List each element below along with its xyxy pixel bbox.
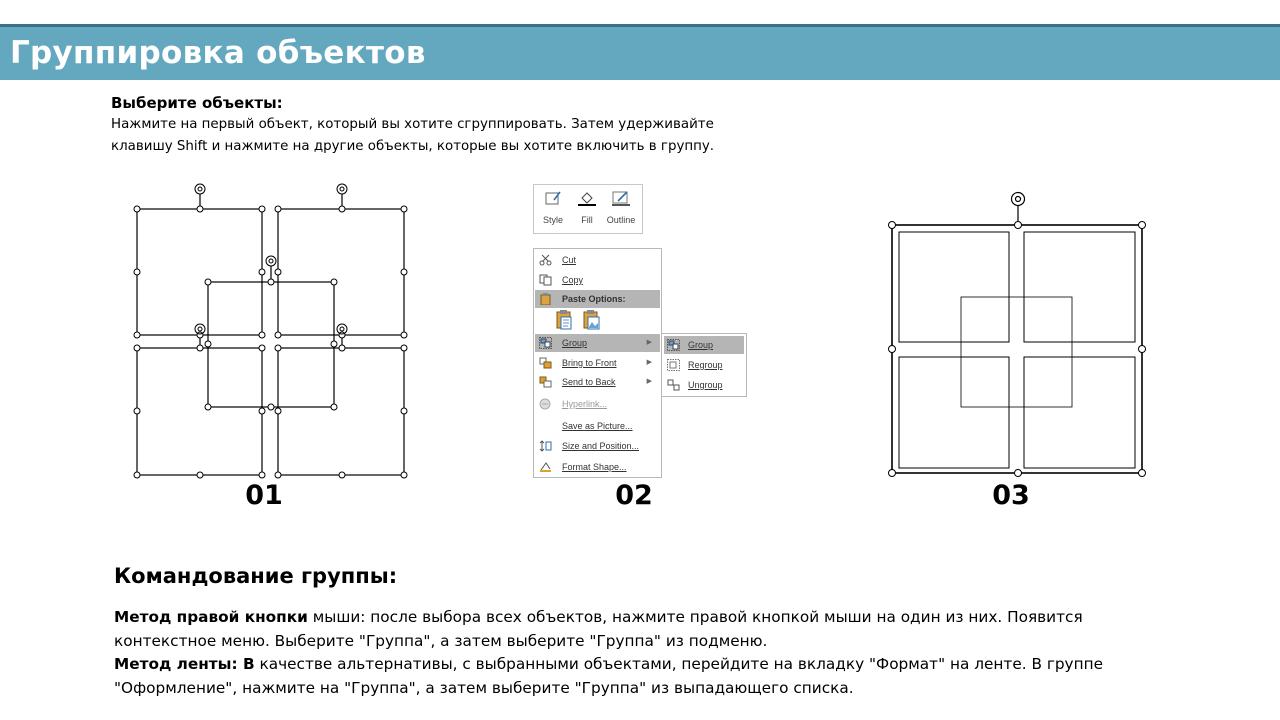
- submenu-label: Group: [688, 340, 714, 350]
- group-icon: [539, 337, 552, 349]
- style-icon: [544, 190, 562, 206]
- scissors-icon: [539, 254, 552, 266]
- menu-item-save-as-picture[interactable]: [535, 417, 660, 435]
- menu-label: Cut: [562, 255, 577, 265]
- menu-label: Hyperlink...: [562, 399, 608, 409]
- selected-rect-center[interactable]: [208, 282, 334, 407]
- context-menu: [533, 248, 662, 478]
- ribbon-method: [114, 653, 1114, 700]
- step-label-03: 03: [992, 480, 1030, 511]
- selected-rect-tr[interactable]: [278, 209, 404, 335]
- copy-icon: [539, 274, 552, 286]
- mini-toolbar: [533, 184, 643, 234]
- figure-03-group[interactable]: [892, 206, 1142, 473]
- intro-heading: Выберите объекты:: [111, 94, 283, 112]
- fill-label: Fill: [581, 215, 593, 225]
- paste-picture-icon: [584, 310, 599, 329]
- step-label-02: 02: [615, 480, 653, 511]
- ribbon-method-title: Метод ленты: В: [114, 655, 255, 673]
- intro-text: Нажмите на первый объект, который вы хотите сгруппировать. Затем удерживайте клавишу Shift и нажмите на другие объекты, которые вы хотите включить в группу.: [111, 117, 715, 154]
- style-button[interactable]: [536, 185, 570, 233]
- regroup-icon: [667, 359, 680, 371]
- menu-label: Group: [562, 338, 588, 348]
- submenu-item-group[interactable]: [664, 336, 744, 354]
- menu-label: Bring to Front: [562, 358, 617, 368]
- submenu-arrow-icon: ▶: [646, 378, 652, 385]
- right-click-method: [114, 606, 1114, 653]
- outline-pen-icon: [612, 190, 630, 206]
- menu-item-format-shape[interactable]: [535, 458, 660, 476]
- group-rotate-icon[interactable]: [1012, 193, 1025, 206]
- hyperlink-icon: [539, 398, 552, 410]
- right-click-method-title: Метод правой кнопки: [114, 608, 308, 626]
- right-click-method-text: мыши: после выбора всех объектов, нажмите правой кнопкой мыши на один из них. Появится контекстное меню. Выберите "Группа", а затем выберите "Группа" из подменю.: [114, 608, 1083, 650]
- outline-button[interactable]: [604, 185, 638, 233]
- send-back-icon: [539, 376, 552, 388]
- ungroup-icon: [667, 379, 680, 391]
- selected-rect-br[interactable]: [278, 348, 404, 475]
- figure-01-shapes: [137, 209, 404, 475]
- menu-item-send-to-back[interactable]: [535, 373, 660, 391]
- methods-block: [114, 606, 1114, 700]
- submenu-label: Regroup: [688, 360, 723, 370]
- menu-item-bring-to-front[interactable]: [535, 354, 660, 372]
- size-position-icon: [539, 440, 552, 452]
- style-label: Style: [542, 215, 563, 225]
- menu-label: Copy: [562, 275, 584, 285]
- selected-rect-bl[interactable]: [137, 348, 262, 475]
- format-shape-icon: [539, 461, 552, 473]
- menu-item-cut[interactable]: [535, 251, 660, 269]
- submenu-label: Ungroup: [688, 380, 723, 390]
- menu-label: Send to Back: [562, 377, 616, 387]
- paste-keep-formatting-icon: [557, 310, 571, 329]
- fill-bucket-icon: [578, 190, 596, 206]
- menu-item-group[interactable]: [535, 334, 660, 352]
- selected-rect-tl[interactable]: [137, 209, 262, 335]
- bring-front-icon: [539, 357, 552, 369]
- submenu-item-ungroup[interactable]: [664, 376, 744, 394]
- ribbon-method-text: качестве альтернативы, с выбранными объектами, перейдите на вкладку "Формат" на ленте. В группе "Оформление", нажмите на "Группа", а затем выберите "Группа" из выпадающего списка.: [114, 655, 1104, 697]
- menu-item-copy[interactable]: [535, 271, 660, 289]
- submenu-arrow-icon: ▶: [646, 339, 652, 346]
- clipboard-icon: [539, 293, 552, 305]
- submenu-item-regroup[interactable]: [664, 356, 744, 374]
- selection-handles[interactable]: [134, 206, 407, 478]
- menu-label: Paste Options:: [562, 294, 626, 304]
- menu-item-hyperlink: [535, 395, 660, 413]
- submenu-arrow-icon: ▶: [646, 359, 652, 366]
- menu-label: Size and Position...: [562, 441, 640, 451]
- group-submenu: [661, 333, 747, 397]
- menu-item-size-and-position[interactable]: [535, 437, 660, 455]
- rotate-handle-icon[interactable]: [195, 184, 347, 334]
- slide-title: Группировка объектов: [10, 35, 426, 71]
- group-selection-handles[interactable]: [889, 222, 1146, 477]
- menu-paste-options-header: [535, 290, 660, 308]
- group-icon: [667, 339, 680, 351]
- outline-label: Outline: [606, 215, 636, 225]
- paste-options-icons[interactable]: [555, 309, 605, 331]
- step-label-01: 01: [245, 480, 283, 511]
- commands-heading: Командование группы:: [114, 564, 398, 588]
- menu-label: Format Shape...: [562, 462, 627, 472]
- menu-label: Save as Picture...: [562, 421, 633, 431]
- fill-button[interactable]: [570, 185, 604, 233]
